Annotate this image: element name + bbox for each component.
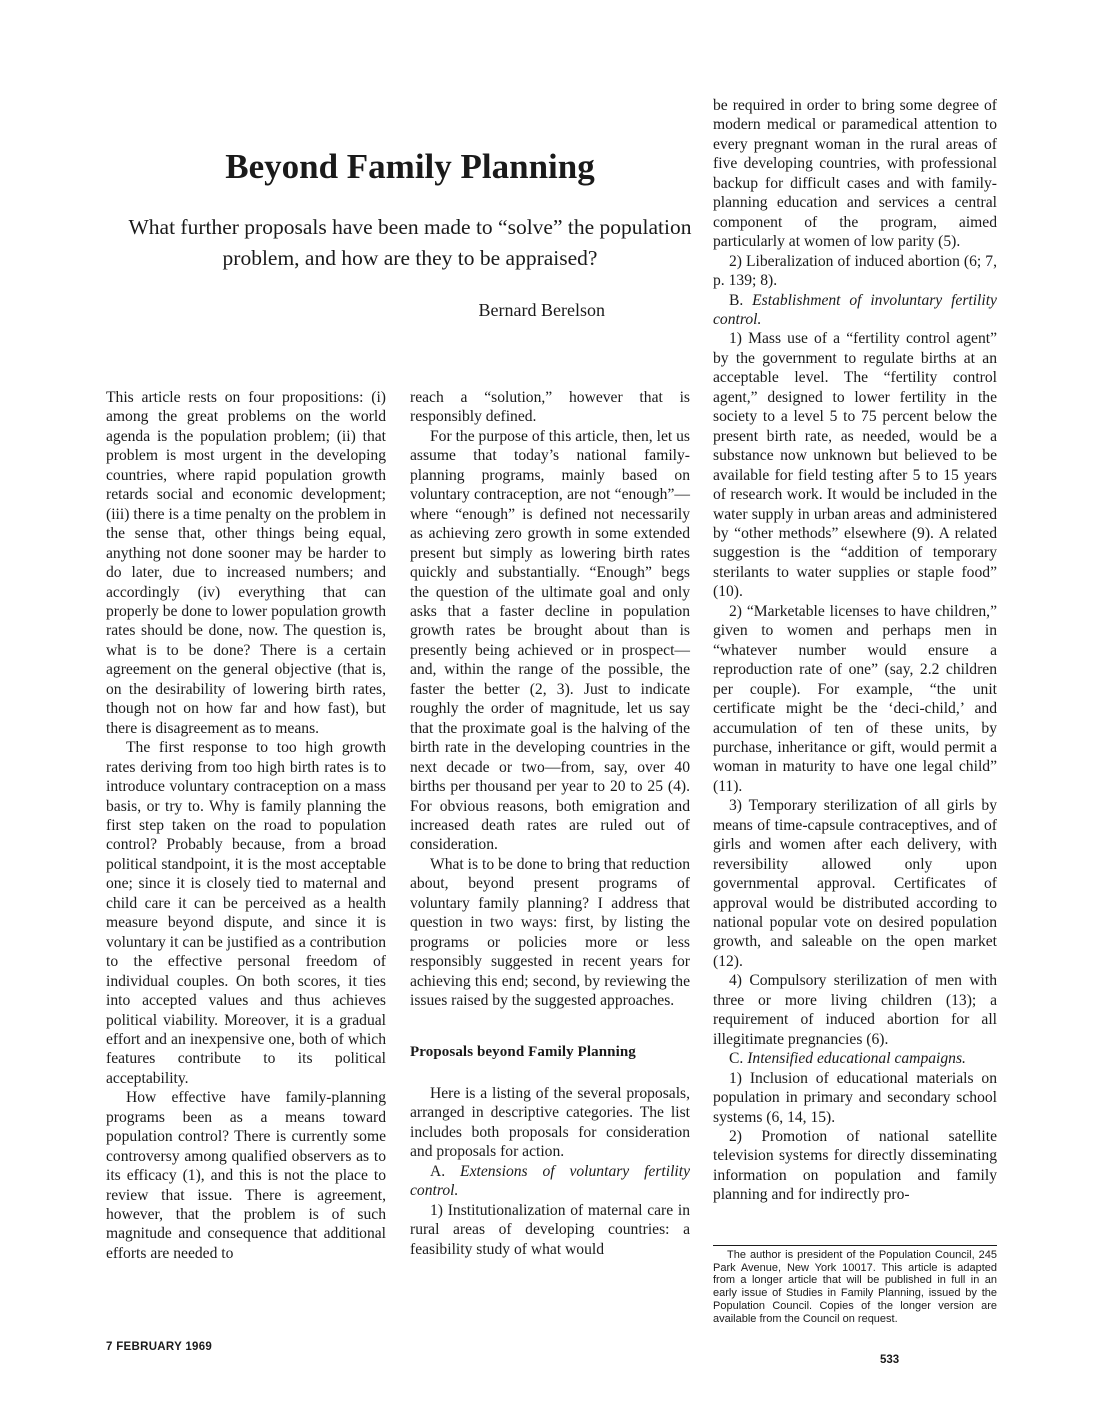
paragraph: 2) Liberalization of induced abortion (6; 7, p. 139; 8). [713,252,997,290]
issue-date: 7 FEBRUARY 1969 [106,1341,213,1353]
article-title: Beyond Family Planning [225,147,595,186]
paragraph: 3) Temporary sterilization of all girls by means of time-capsule contraceptives, and of girls and women after each delivery, with reversibility allowed only upon governmental approval. Certificates of approval would be distributed according to national popular vote on desired population growth, and saleable on the open market (12). [713,797,997,970]
category-label: B. [729,291,744,309]
paragraph: For the purpose of this article, then, let us assume that today’s national family-planning programs, mainly based on voluntary contraception, are not “enough”—where “enough” is defined not necessarily as achieving zero growth in some extended present but simply as lowering birth rates quickly and substantially. “Enough” begs the question of the ultimate goal and only asks that a faster decline in population growth rates be brought about than is presently being achieved or in prospect—and, within the range of the possible, the faster the better (2, 3). Just to indicate roughly the order of magnitude, let us say that the proximate goal is the halving of the birth rate in the developing countries in the next decade or two—from, say, over 40 births per thousand per year to 20 to 25 (4). For obvious reasons, both emigration and increased death rates are ruled out of consideration. [410,427,690,854]
category-title: Establishment of involuntary fertility control. [713,291,997,328]
paragraph: reach a “solution,” however that is responsibly defined. [410,389,690,426]
paragraph: What is to be done to bring that reduction about, beyond present programs of voluntary family planning? I address that question in two ways: first, by listing the programs or policies more or less responsibly suggested in recent years for achieving this end; second, by reviewing the issues raised by the suggested approaches. [410,855,690,1010]
paragraph: 1) Institutionalization of maternal care in rural areas of developing countries: a feasibility study of what would [410,1201,690,1258]
category-label: C. [729,1050,744,1068]
paragraph: 2) “Marketable licenses to have children,” given to women and perhaps men in “whatever number would ensure a reproduction rate of one” (say, 2.2 children per couple). For example, “the unit certificate might be the ‘deci-child,’ and accumulation of ten of these units, by purchase, inheritance or gift, would permit a woman in maturity to have one legal child” (11). [713,602,997,795]
paragraph: The first response to too high growth rates deriving from too high birth rates is to introduce voluntary contraception on a mass basis, or try to. Why is family planning the first step taken on the road to population control? Probably because, from a broad political standpoint, it is the most acceptable one; since it is closely tied to maternal and child care it can be perceived as a health measure beyond dispute, and since it is voluntary it can be justified as a contribution to the effective personal freedom of individual couples. On both scores, it ties into accepted values and thus achieves political viability. Moreover, it is a gradual effort and an inexpensive one, both of which features contribute to its political acceptability. [106,739,386,1087]
category-heading [410,1162,690,1201]
author-name: Bernard Berelson [478,300,605,320]
article-subtitle: What further proposals have been made to “solve” the population problem, and how are they to be appraised? [128,215,692,270]
category-title: Intensified educational campaigns. [747,1050,966,1068]
paragraph: 1) Inclusion of educational materials on population in primary and secondary school systems (6, 14, 15). [713,1069,997,1126]
category-label: A. [430,1162,446,1180]
paragraph: 2) Promotion of national satellite television systems for directly disseminating information on population and family planning and for indirectly pro- [713,1128,997,1204]
paragraph: How effective have family-planning programs been as a means toward population control? There is currently some controversy among qualified observers as to its efficacy (1), and this is not the place to review that issue. There is agreement, however, that the problem is of such magnitude and consequence that additional efforts are needed to [106,1089,386,1262]
paragraph: 1) Mass use of a “fertility control agent” by the government to regulate births at an acceptable level. The “fertility control agent,” designed to lower fertility in the society to a level 5 to 75 percent below the present birth rate, as needed, would be a substance now unknown but believed to be available for field testing after 5 to 15 years of research work. It would be included in the water supply in urban areas and administered by “other methods” elsewhere (9). A related suggestion is the “addition of temporary sterilants to water supplies or staple food” (10). [713,330,997,601]
author-footnote: The author is president of the Population Council, 245 Park Avenue, New York 10017. This article is adapted from a longer article that will be published in full in an early issue of Studies in Family Planning, issued by the Population Council. Copies of the longer version are available from the Council on request. [713,1245,997,1325]
paragraph: 4) Compulsory sterilization of men with three or more living children (13); a requirement of induced abortion for all illegitimate pregnancies (6). [713,972,997,1048]
category-heading [713,291,997,330]
paragraph: be required in order to bring some degree of modern medical or paramedical attention to every pregnant woman in the rural areas of five developing countries, with professional backup for difficult cases and with family-planning education and services a central component of the program, aimed particularly at women of low parity (5). [713,97,997,251]
section-heading: Proposals beyond Family Planning [410,1043,636,1060]
column-middle [410,388,690,1259]
category-heading [713,1049,997,1068]
paragraph: Here is a listing of the several proposals, arranged in descriptive categories. The list includes both proposals for consideration and proposals for action. [410,1084,690,1161]
column-right [713,96,997,1205]
page-number: 533 [880,1354,900,1366]
paragraph: This article rests on four propositions: (i) among the great problems on the world agenda is the population problem; (ii) that problem is most urgent in the developing countries, where rapid population growth retards social and economic development; (iii) there is a time penalty on the problem in the sense that, other things being equal, anything not done sooner may be harder to do later, due to increased numbers; and accordingly (iv) everything that can properly be done to lower population growth rates should be done, now. The question is, what is to be done? There is a certain agreement on the general objective (that is, on the desirability of lowering birth rates, though not on how far and how fast), but there is disagreement as to means. [106,389,386,737]
column-left [106,388,386,1263]
category-title: Extensions of voluntary fertility control. [410,1162,690,1200]
